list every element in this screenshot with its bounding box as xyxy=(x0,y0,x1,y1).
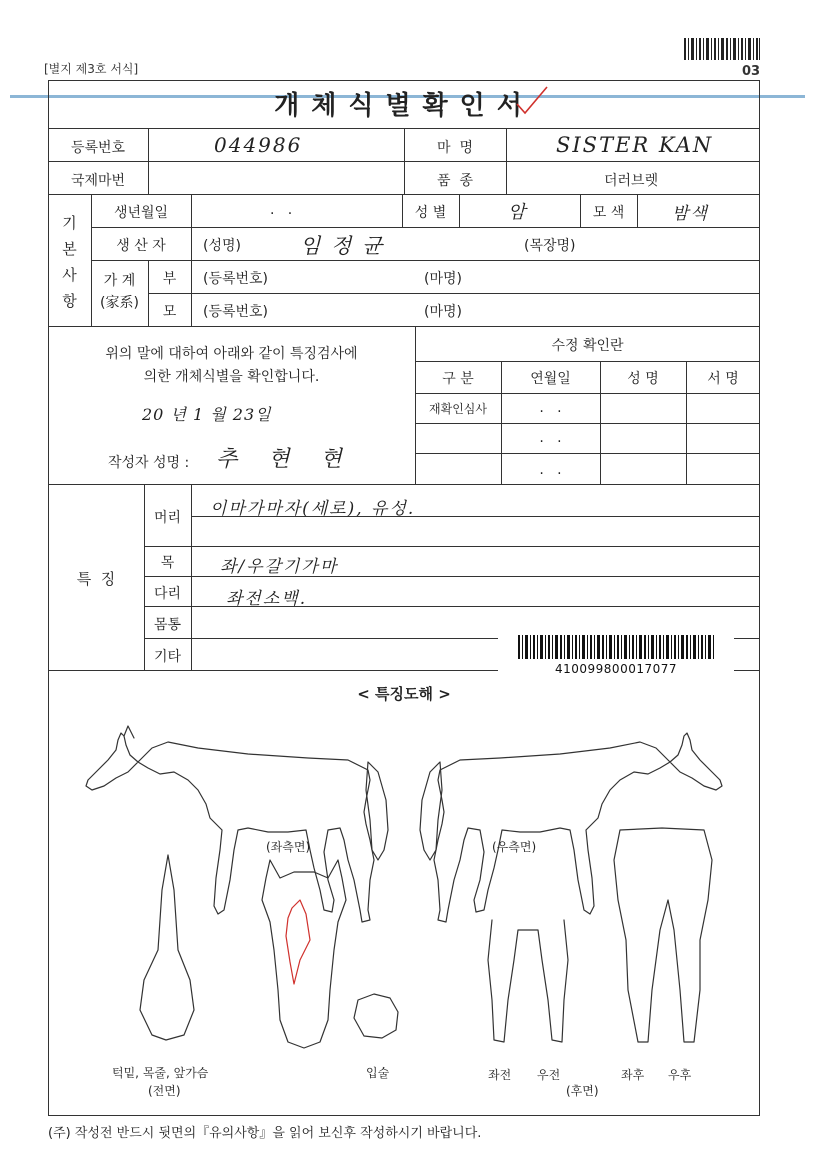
muzzle xyxy=(354,994,398,1038)
amend-header-sign: 서 명 xyxy=(707,371,739,387)
divider xyxy=(415,393,760,394)
basic-section-char: 기 xyxy=(62,214,77,232)
feature-value-head: 이마가마자(세로), 유성. xyxy=(210,499,416,519)
divider xyxy=(415,361,760,362)
hind-left-label: 좌후 xyxy=(621,1068,645,1082)
color-value: 밤색 xyxy=(672,204,709,224)
sire-label: 부 xyxy=(162,271,177,287)
dam-name-label: (마명) xyxy=(424,304,462,320)
divider xyxy=(48,484,760,485)
producer-name-label: (성명) xyxy=(203,238,241,254)
corner-barcode xyxy=(684,38,760,60)
ranch-label: (목장명) xyxy=(524,238,576,254)
sire-reg-no-label: (등록번호) xyxy=(203,271,269,287)
author-label: 작성자 성명 : xyxy=(108,455,190,471)
sire-name-label: (마명) xyxy=(424,271,462,287)
pedigree-hanja: (家系) xyxy=(100,295,139,311)
color-label: 모 색 xyxy=(592,205,625,221)
basic-section-char: 항 xyxy=(62,292,77,310)
check-mark-icon xyxy=(514,84,550,118)
head-marking xyxy=(286,900,310,984)
barcode-number: 410099800017077 xyxy=(554,662,678,676)
feature-label-head: 머리 xyxy=(153,510,182,526)
dam-reg-no-label: (등록번호) xyxy=(203,304,269,320)
author-signature: 추 현 현 xyxy=(216,447,354,472)
amend-header-name: 성 명 xyxy=(627,371,659,387)
pedigree-label: 가 계 xyxy=(103,273,136,289)
neck-front xyxy=(140,855,194,1040)
features-section-label: 특 징 xyxy=(76,570,116,588)
pedigree-label-box xyxy=(91,270,148,314)
divider xyxy=(144,546,760,547)
reg-no-value: 044986 xyxy=(214,133,303,157)
right-side-label: (우측면) xyxy=(492,840,537,854)
amend-row-date: . . xyxy=(539,430,562,446)
divider xyxy=(415,423,760,424)
birth-value: . . xyxy=(270,202,293,218)
rear-sub-label: (후면) xyxy=(566,1084,599,1098)
feature-value-legs: 좌전소백. xyxy=(226,589,308,609)
statement-line-2: 의한 개체식별을 확인합니다. xyxy=(143,369,320,385)
barcode-sticker xyxy=(498,633,734,679)
front-right-label: 우전 xyxy=(537,1068,561,1082)
divider xyxy=(91,260,760,261)
front-sub-label: (전면) xyxy=(148,1084,181,1098)
form-code: [별지 제3호 서식] xyxy=(44,62,139,76)
producer-label: 생 산 자 xyxy=(116,238,166,254)
diagram-title: < 특징도해 > xyxy=(357,685,451,703)
basic-section-label xyxy=(48,210,91,314)
divider xyxy=(191,484,192,670)
front-left-label: 좌전 xyxy=(488,1068,512,1082)
breed-label: 품 종 xyxy=(437,173,473,189)
divider xyxy=(48,326,760,327)
page-number: 03 xyxy=(742,64,761,79)
amend-header-type: 구 분 xyxy=(442,371,474,387)
divider xyxy=(506,128,507,194)
breed-value: 더러브렛 xyxy=(604,173,659,189)
dam-label: 모 xyxy=(162,304,177,320)
front-label: 턱밑, 목줄, 앞가슴 xyxy=(112,1066,209,1080)
left-ear xyxy=(124,726,134,738)
amend-row-date: . . xyxy=(539,400,562,416)
feature-label-neck: 목 xyxy=(160,555,175,571)
intl-no-label: 국제마번 xyxy=(70,173,126,189)
sex-value: 암 xyxy=(508,202,528,223)
divider xyxy=(459,194,460,227)
birth-label: 생년월일 xyxy=(113,205,169,221)
footer-note: (주) 작성전 반드시 뒷면의『유의사항』을 읽어 보신후 작성하시기 바랍니다. xyxy=(48,1126,482,1141)
amend-row-type: 재확인심사 xyxy=(429,402,487,416)
reg-no-label: 등록번호 xyxy=(70,140,126,156)
statement-line-1: 위의 말에 대하여 아래와 같이 특징검사에 xyxy=(105,346,358,362)
divider xyxy=(48,194,760,195)
divider xyxy=(91,227,760,228)
feature-label-other: 기타 xyxy=(153,649,182,665)
basic-section-char: 본 xyxy=(62,240,77,258)
feature-value-neck: 좌/우갈기가마 xyxy=(220,557,339,577)
divider xyxy=(637,194,638,227)
feature-label-legs: 다리 xyxy=(153,586,182,602)
feature-label-body: 몸통 xyxy=(153,617,182,633)
left-side-label: (좌측면) xyxy=(266,840,311,854)
confirmation-date: 20 년 1 월 23일 xyxy=(142,405,272,424)
sex-label: 성 별 xyxy=(414,205,447,221)
right-side-horse xyxy=(434,733,722,922)
front-legs xyxy=(488,920,568,1042)
divider xyxy=(415,453,760,454)
barcode-icon xyxy=(498,633,734,661)
horse-diagram xyxy=(48,700,760,1060)
left-side-horse xyxy=(86,733,374,922)
horse-name-label: 마 명 xyxy=(437,140,473,156)
divider xyxy=(148,293,760,294)
horse-name-value: SISTER KAN xyxy=(556,133,714,157)
amend-header-date: 연월일 xyxy=(530,371,571,387)
page-title: 개체식별확인서 xyxy=(274,91,534,121)
divider xyxy=(148,128,149,194)
rear-view xyxy=(614,828,712,1042)
producer-name-value: 임 정 균 xyxy=(300,234,385,258)
head-front xyxy=(262,860,346,1048)
basic-section-char: 사 xyxy=(62,266,77,284)
amend-row-date: . . xyxy=(539,462,562,478)
muzzle-label: 입술 xyxy=(366,1066,390,1080)
hind-right-label: 우후 xyxy=(668,1068,692,1082)
amend-title: 수정 확인란 xyxy=(551,338,624,354)
